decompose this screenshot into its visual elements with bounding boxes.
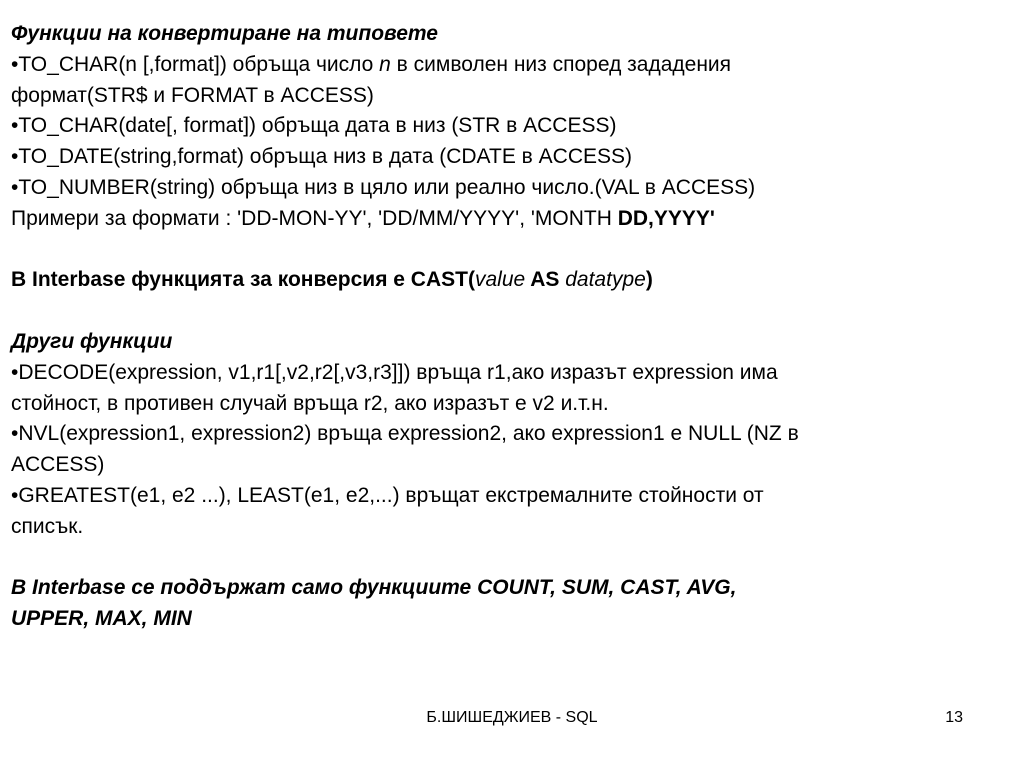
conversion-functions-heading: Функции на конвертиране на типовете [11,22,438,45]
page-number: 13 [945,709,963,726]
other-functions-heading: Други функции [11,329,173,353]
decode-line1: •DECODE(expression, v1,r1[,v2,r2[,v3,r3]]) връща r1,ако изразът expression има [11,360,778,384]
interbase-cast-datatype: datatype [565,268,646,292]
to-char-date-item: •TO_CHAR(date[, format]) обръща дата в низ (STR в ACCESS) [11,114,617,138]
to-date-item: •TO_DATE(string,format) обръща низ в дата (CDATE в ACCESS) [11,145,633,169]
format-examples-line [11,204,1011,235]
interbase-supported-line1: В Interbase се поддържат само функциите COUNT, SUM, CAST, AVG, [11,576,737,600]
to-char-number-text-a: •TO_CHAR(n [,format]) обръща число [11,52,380,76]
to-char-number-var: n [379,52,391,76]
interbase-cast-text: В Interbase функцията за конверсия е CAST( [11,268,475,292]
interbase-cast-close: ) [645,268,653,292]
footer-author: Б.ШИШЕДЖИЕВ - SQL [426,709,598,726]
interbase-cast-line [11,265,1011,296]
slide-content [11,19,1011,635]
nvl-line1: •NVL(expression1, expression2) връща expression2, ако expression1 е NULL (NZ в [11,422,799,446]
greatest-line1: •GREATEST(e1, e2 ...), LEAST(e1, e2,...) връщат екстремалните стойности от [11,483,764,507]
to-char-number-line2: формат(STR$ и FORMAT в ACCESS) [11,83,374,107]
to-number-item: •TO_NUMBER(string) обръща низ в цяло или реално число.(VAL в ACCESS) [11,175,756,199]
spacer [11,296,1011,327]
interbase-supported-line2: UPPER, MAX, MIN [11,607,192,631]
nvl-line2: ACCESS) [11,453,105,477]
format-examples-bold: DD,YYYY' [617,206,715,230]
decode-line2: стойност, в противен случай връща r2, ако изразът е v2 и.т.н. [11,391,609,415]
interbase-cast-value: value [474,268,526,292]
interbase-cast-as: AS [525,268,566,292]
to-char-number-text-b: в символен низ според зададения [390,52,732,76]
greatest-line2: списък. [11,514,84,538]
spacer [11,543,1011,574]
spacer [11,235,1011,266]
to-char-number-line1 [11,50,1011,81]
slide-footer [0,706,1024,730]
format-examples-text: Примери за формати : 'DD-MON-YY', 'DD/MM/YYYY', 'MONTH [11,206,618,230]
